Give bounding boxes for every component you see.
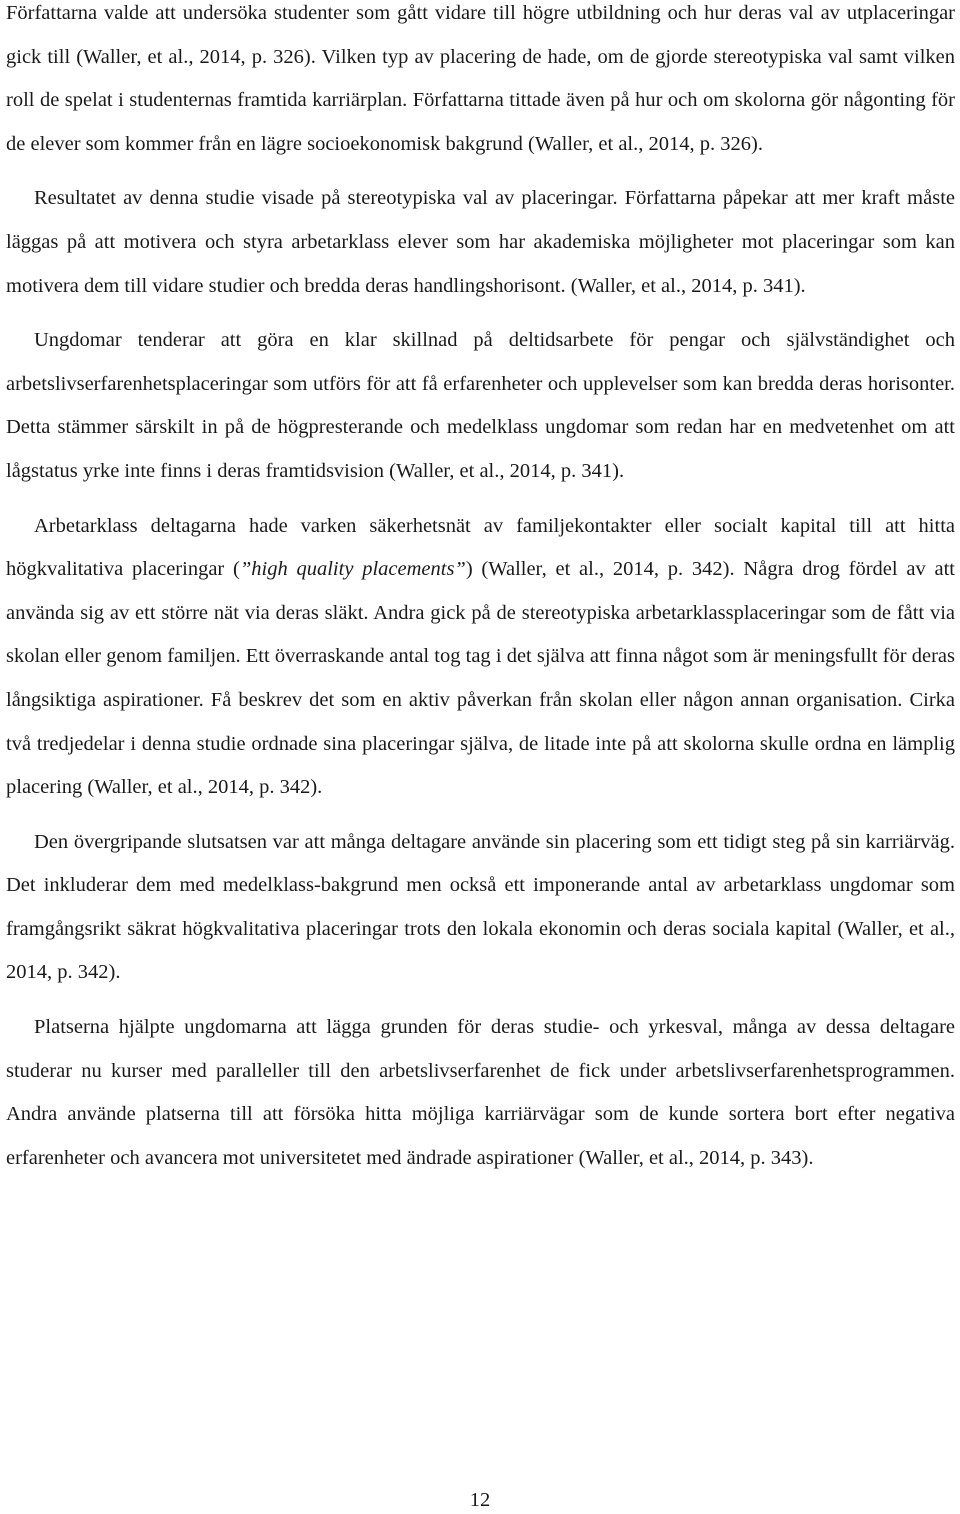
- paragraph-gap: [6, 995, 955, 1006]
- paragraph-4: [6, 505, 955, 810]
- paragraph-4-italic-term: ”high quality placements”: [239, 558, 466, 581]
- document-page: [6, 0, 955, 1180]
- page-number: 12: [469, 1489, 491, 1511]
- paragraph-1: Författarna valde att undersöka studenter som gått vidare till högre utbildning och hur deras val av utplaceringar gick till (Waller, et al., 2014, p. 326). Vilken typ av placering de hade, om de gjorde stereotypiska val samt vilken roll de spelat i studenternas framtida karriärplan. Författarna tittade även på hur och om skolorna gör någonting för de elever som kommer från en lägre socioekonomisk bakgrund (Waller, et al., 2014, p. 326).: [6, 2, 955, 155]
- paragraph-4-text-after: ) (Waller, et al., 2014, p. 342). Några drog fördel av att använda sig av ett större nät via deras släkt. Andra gick på de stereotypiska arbetarklassplaceringar som de fått via skolan eller genom familjen. Ett överraskande antal tog tag i det själva att finna något som är meningsfullt för deras långsiktiga aspirationer. Få beskrev det som en aktiv påverkan från skolan eller någon annan organisation. Cirka två tredjedelar i denna studie ordnade sina placeringar själva, de litade inte på att skolorna skulle ordna en lämplig placering (Waller, et al., 2014, p. 342).: [6, 558, 955, 799]
- paragraph-5: Den övergripande slutsatsen var att många deltagare använde sin placering som ett tidigt steg på sin karriärväg. Det inkluderar dem med medelklass-bakgrund men också ett imponerande antal av arbetarklass ungdomar som framgångsrikt säkrat högkvalitativa placeringar trots den lokala ekonomin och deras sociala kapital (Waller, et al., 2014, p. 342).: [6, 830, 955, 984]
- paragraph-gap: [6, 166, 955, 177]
- paragraph-4-text-before: Arbetarklass deltagarna hade varken säkerhetsnät av familjekontakter eller socialt kapital till att hitta högkvalitativa placeringar (: [6, 514, 955, 581]
- paragraph-gap: [6, 494, 955, 505]
- paragraph-6: Platserna hjälpte ungdomarna att lägga grunden för deras studie- och yrkesval, många av dessa deltagare studerar nu kurser med paralleller till den arbetslivserfarenhet de fick under arbetslivserfarenhetsprogrammen. Andra använde platserna till att försöka hitta möjliga karriärvägar som de kunde sortera bort efter negativa erfarenheter och avancera mot universitetet med ändrade aspirationer (Waller, et al., 2014, p. 343).: [6, 1016, 955, 1169]
- paragraph-gap: [6, 308, 955, 319]
- paragraph-2: Resultatet av denna studie visade på stereotypiska val av placeringar. Författarna påpekar att mer kraft måste läggas på att motivera och styra arbetarklass elever som har akademiska möjligheter mot placeringar som kan motivera dem till vidare studier och bredda deras handlingshorisont. (Waller, et al., 2014, p. 341).: [6, 187, 955, 297]
- paragraph-gap: [6, 810, 955, 821]
- paragraph-3: Ungdomar tenderar att göra en klar skillnad på deltidsarbete för pengar och självständighet och arbetslivserfarenhetsplaceringar som utförs för att få erfarenheter och upplevelser som kan bredda deras horisonter. Detta stämmer särskilt in på de högpresterande och medelklass ungdomar som redan har en medvetenhet om att lågstatus yrke inte finns i deras framtidsvision (Waller, et al., 2014, p. 341).: [6, 329, 955, 482]
